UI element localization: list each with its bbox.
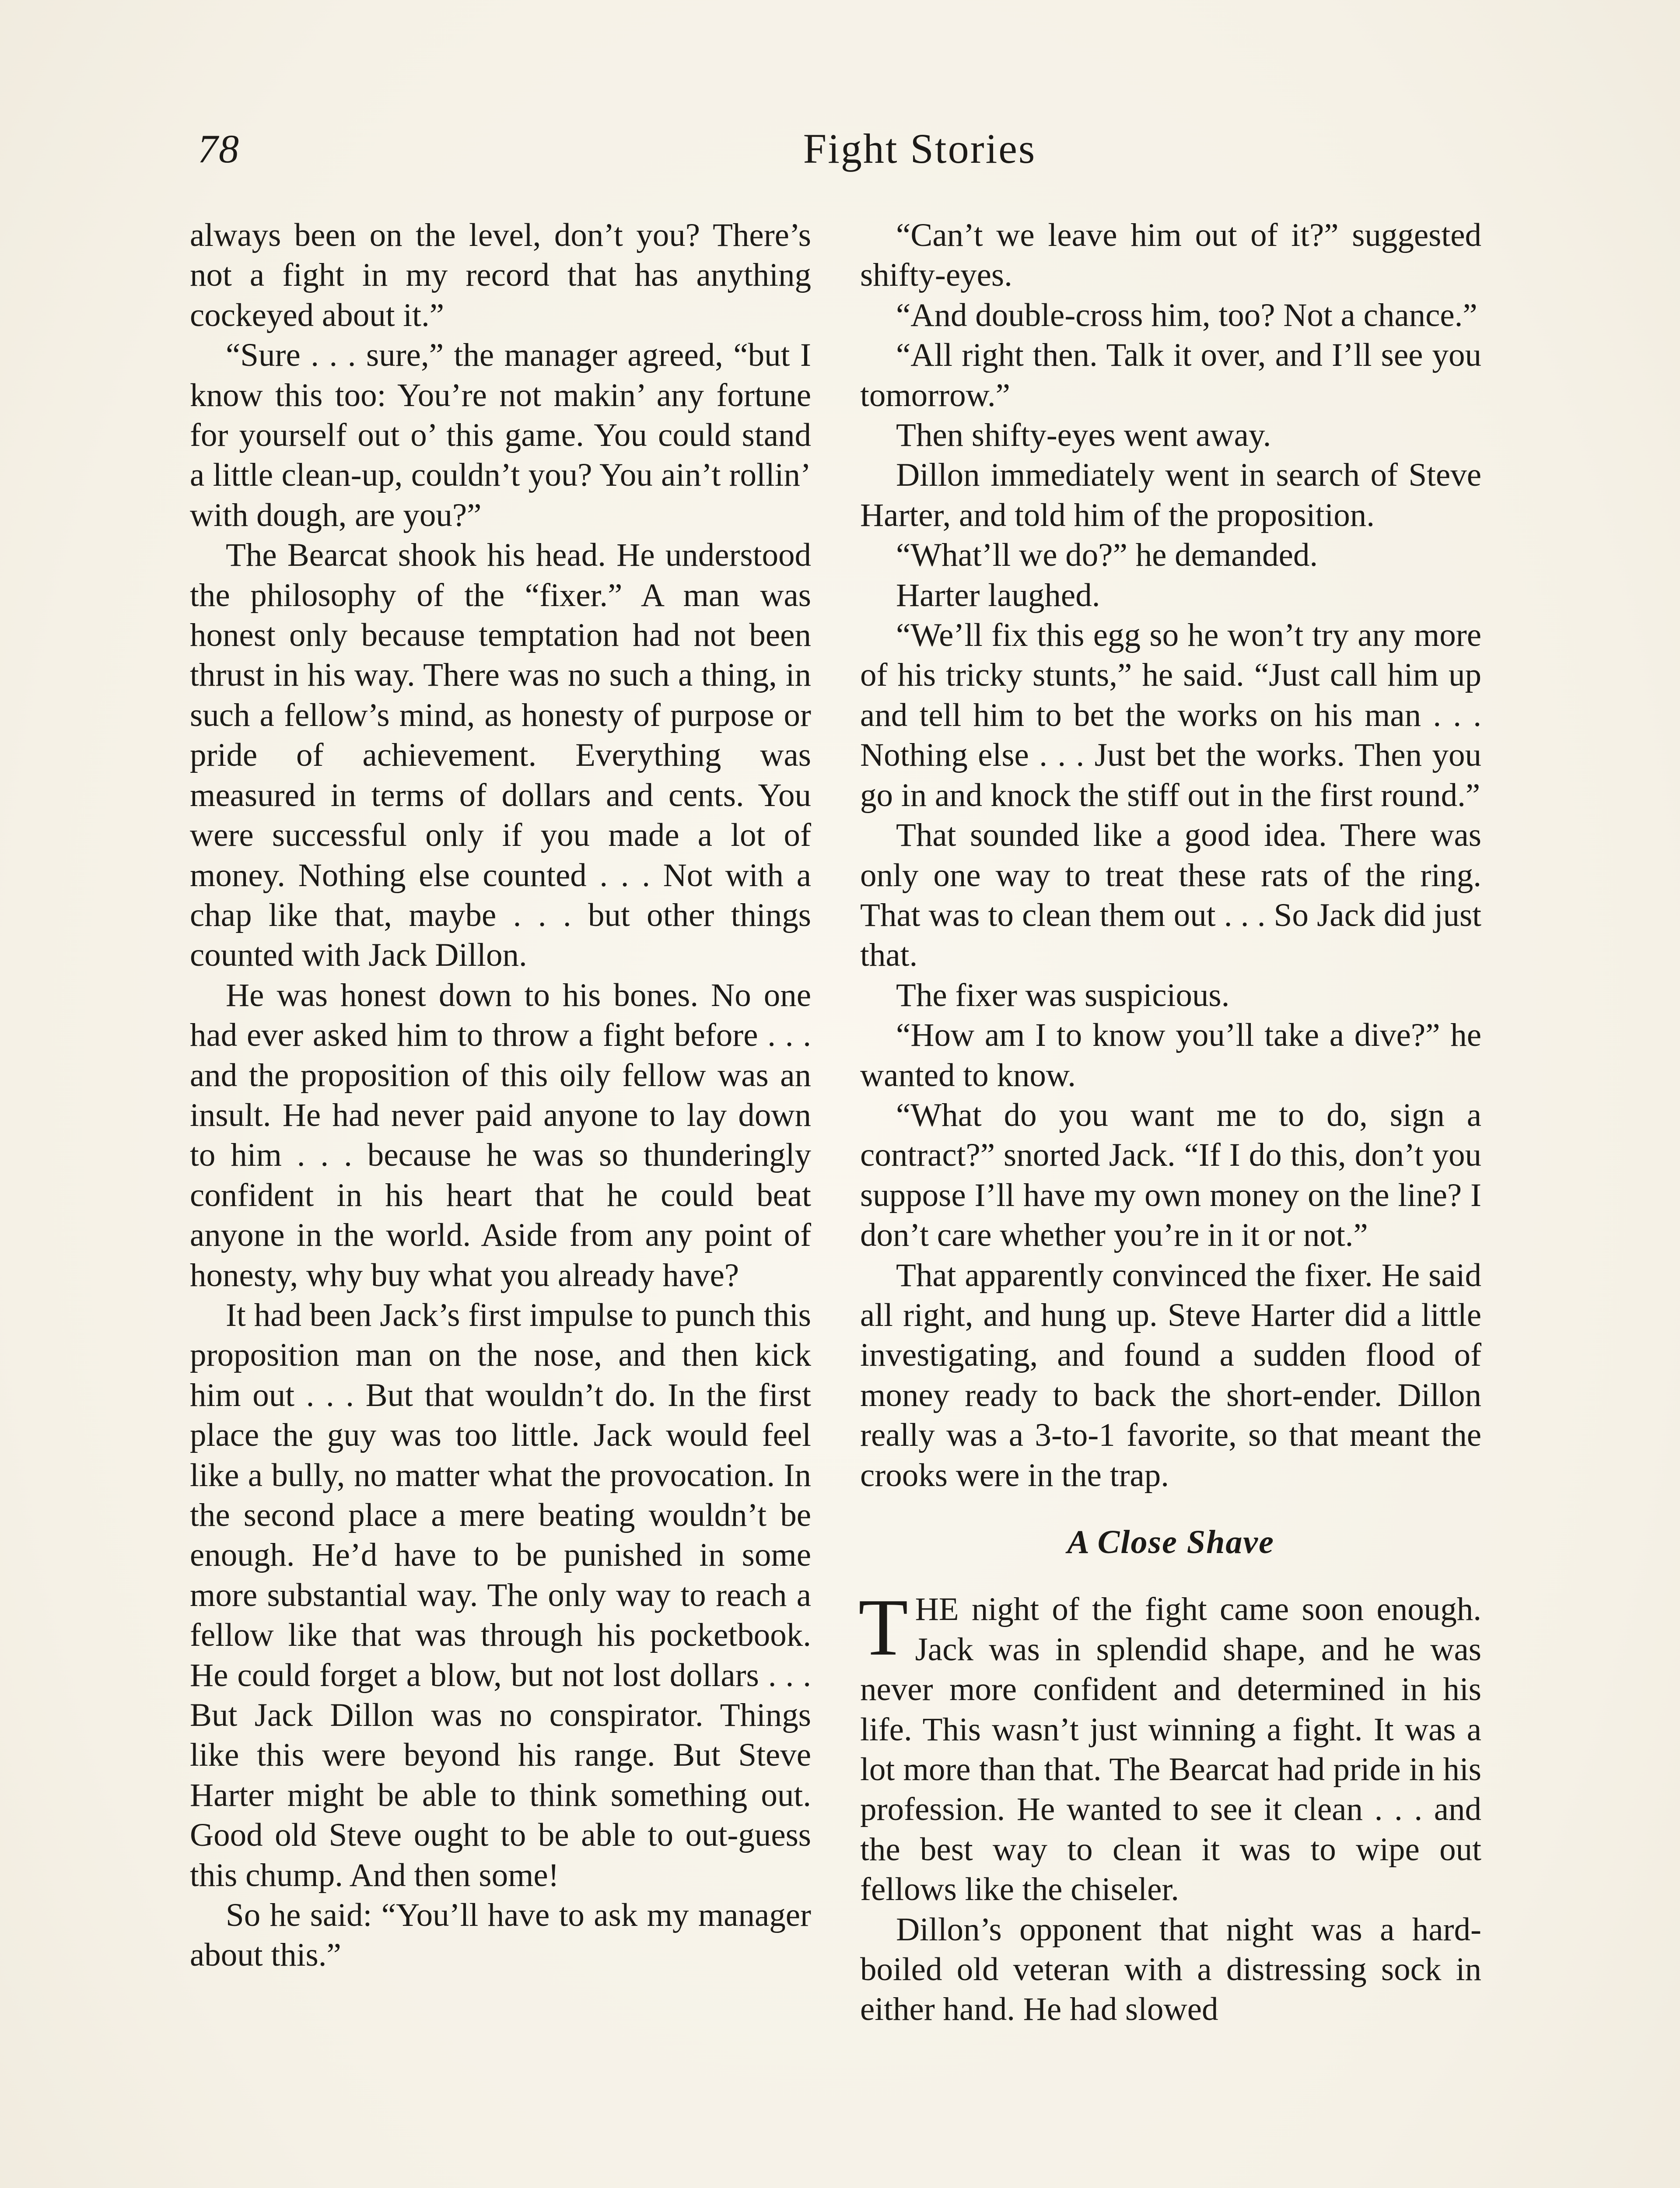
paragraph: “What do you want me to do, sign a contract?” snorted Jack. “If I do this, don’t you suppose I’ll have my own money on the line? I don’t care whether you’re in it or not.” — [860, 1097, 1481, 1254]
paragraph: The fixer was suspicious. — [896, 977, 1230, 1013]
paragraph: The Bearcat shook his head. He understood the philosophy of the “fixer.” A man was honest only because temptation had not been thrust in his way. There was no such a thing, in such a fellow’s mind, as honesty of purpose or pride of achievement. Everything was measured in terms of dollars and cents. You were successful only if you made a lot of money. Nothing else counted . . . Not with a chap like that, maybe . . . but other things counted with Jack Dillon. — [190, 537, 811, 974]
paragraph: Then shifty-eyes went away. — [896, 417, 1271, 454]
left-column — [190, 215, 811, 1975]
paragraph: Harter laughed. — [896, 577, 1100, 614]
drop-cap: T — [858, 1582, 908, 1673]
paragraph: “All right then. Talk it over, and I’ll see you tomorrow.” — [860, 337, 1481, 414]
paragraph: Dillon immediately went in search of Steve Harter, and told him of the proposition. — [860, 457, 1481, 533]
paragraph: “And double-cross him, too? Not a chance.” — [896, 297, 1477, 333]
paragraph: That apparently convinced the fixer. He said all right, and hung up. Steve Harter did a little investigating, and found a sudden flood of money ready to back the short-ender. Dillon really was a 3-to-1 favorite, so that meant the crooks were in the trap. — [860, 1257, 1481, 1494]
section-heading: A Close Shave — [1067, 1524, 1274, 1560]
paragraph: That sounded like a good idea. There was only one way to treat these rats of the ring. That was to clean them out . . . So Jack did just that. — [860, 817, 1481, 974]
paragraph: “How am I to know you’ll take a dive?” he wanted to know. — [860, 1017, 1481, 1094]
paragraph: “Can’t we leave him out of it?” suggested shifty-eyes. — [860, 217, 1481, 294]
page-number: 78 — [198, 126, 240, 171]
paragraph: “Sure . . . sure,” the manager agreed, “but I know this too: You’re not makin’ any fortune for yourself out o’ this game. You could stand a little clean-up, couldn’t you? You ain’t rollin’ with dough, are you?” — [190, 337, 811, 533]
paragraph-text: HE night of the fight came soon enough. Jack was in splendid shape, and he was never more confident and determined in his life. This wasn’t just winning a fight. It was a lot more than that. The Bearcat had pride in his profession. He wanted to see it clean . . . and the best way to clean it was to wipe out fellows like the chiseler. — [860, 1591, 1481, 1908]
paragraph: Dillon’s opponent that night was a hard-boiled old veteran with a distressing sock in either hand. He had slowed — [860, 1911, 1481, 2028]
running-head — [198, 118, 1494, 179]
paragraph: He was honest down to his bones. No one had ever asked him to throw a fight before . . . and the proposition of this oily fellow was an insult. He had never paid anyone to lay down to him . . . because he was so thunderingly confident in his heart that he could beat anyone in the world. Aside from any point of honesty, why buy what you already have? — [190, 977, 811, 1294]
paragraph: “What’ll we do?” he demanded. — [896, 537, 1318, 574]
paragraph: It had been Jack’s first impulse to punch this proposition man on the nose, and then kick him out . . . But that wouldn’t do. In the first place the guy was too little. Jack would feel like a bully, no matter what the provocation. In the second place a mere beating wouldn’t be enough. He’d have to be punished in some more substantial way. The only way to reach a fellow like that was through his pocketbook. He could forget a blow, but not lost dollars . . . But Jack Dillon was no conspirator. Things like this were beyond his range. But Steve Harter might be able to think something out. Good old Steve ought to be able to out-guess this chump. And then some! — [190, 1297, 811, 1893]
dropcap-paragraph — [858, 1582, 1481, 1909]
paragraph: “We’ll fix this egg so he won’t try any more of his tricky stunts,” he said. “Just call him up and tell him to bet the works on his man . . . Nothing else . . . Just bet the works. Then you go in and knock the stiff out in the first round.” — [860, 617, 1481, 813]
right-column — [860, 215, 1481, 2030]
paragraph: So he said: “You’ll have to ask my manager about this.” — [190, 1897, 811, 1974]
running-title: Fight Stories — [803, 125, 1036, 172]
paragraph: always been on the level, don’t you? There’s not a fight in my record that has anything cockeyed about it.” — [190, 217, 811, 333]
